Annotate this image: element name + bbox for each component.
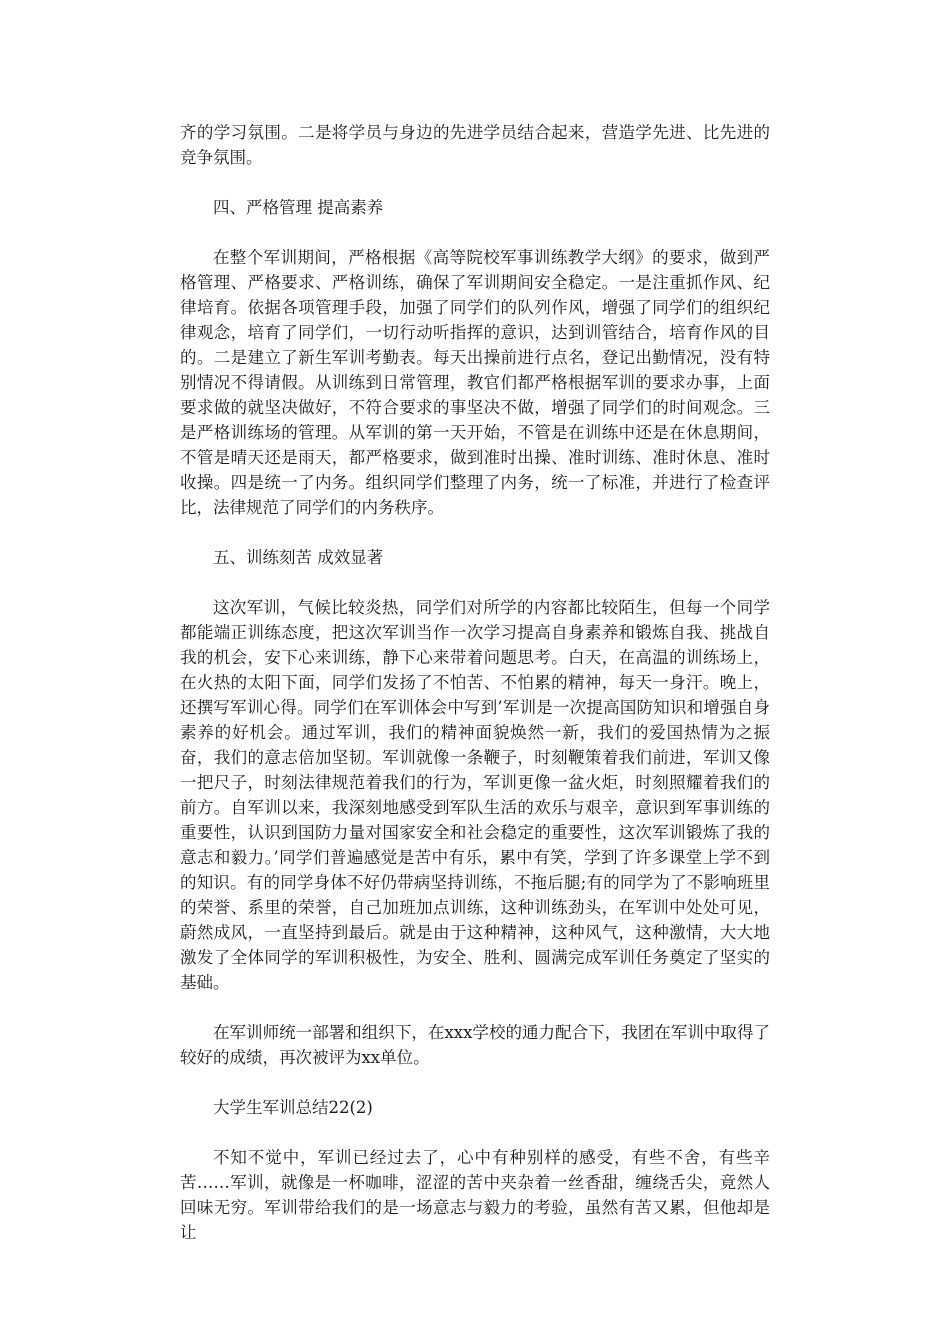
paragraph-training: 这次军训，气候比较炎热，同学们对所学的内容都比较陌生，但每一个同学都能端正训练态度，把这次军训当作一次学习提高自身素养和锻炼自我、挑战自我的机会，安下心来训练，静下心来带着问题思考。白天，在高温的训练场上，在火热的太阳下面，同学们发扬了不怕苦、不怕累的精神，每天一身汗。晚上，还撰写军训心得。同学们在军训体会中写到’军训是一次提高国防知识和增强自身素养的好机会。通过军训，我们的精神面貌焕然一新，我们的爱国热情为之振奋，我们的意志倍加坚韧。军训就像一条鞭子，时刻鞭策着我们前进，军训又像一把尺子，时刻法律规范着我们的行为，军训更像一盆火炬，时刻照耀着我们的前方。自军训以来，我深刻地感受到军队生活的欢乐与艰辛，意识到军事训练的重要性，认识到国防力量对国家安全和社会稳定的重要性，这次军训锻炼了我的意志和毅力。’同学们普遍感觉是苦中有乐，累中有笑，学到了许多课堂上学不到的知识。有的同学身体不好仍带病坚持训练，不拖后腿;有的同学为了不影响班里的荣誉、系里的荣誉，自己加班加点训练，这种训练劲头，在军训中处处可见，蔚然成风，一直坚持到最后。就是由于这种精神，这种风气，这种激情，大大地激发了全体同学的军训积极性，为安全、胜利、圆满完成军训任务奠定了坚实的基础。 [180, 598, 770, 992]
paragraph-reflection: 不知不觉中，军训已经过去了，心中有种别样的感受，有些不舍，有些辛苦……军训，就像是一杯咖啡，涩涩的苦中夹杂着一丝香甜，缠绕舌尖，竟然人回味无穷。军训带给我们的是一场意志与毅力的考验，虽然有苦又累，但他却是让 [180, 1148, 770, 1242]
section-heading-4: 四、严格管理 提高素养 [213, 198, 384, 217]
article-subtitle: 大学生军训总结22(2) [213, 1098, 373, 1117]
paragraph-management: 在整个军训期间，严格根据《高等院校军事训练教学大纲》的要求，做到严格管理、严格要求、严格训练，确保了军训期间安全稳定。一是注重抓作风、纪律培育。依据各项管理手段，加强了同学们的队列作风，增强了同学们的组织纪律观念，培育了同学们，一切行动听指挥的意识，达到训管结合，培育作风的目的。二是建立了新生军训考勤表。每天出操前进行点名，登记出勤情况，没有特别情况不得请假。从训练到日常管理，教官们都严格根据军训的要求办事，上面要求做的就坚决做好，不符合要求的事坚决不做，增强了同学们的时间观念。三是严格训练场的管理。从军训的第一天开始，不管是在训练中还是在休息期间，不管是晴天还是雨天，都严格要求，做到准时出操、准时训练、准时休息、准时收操。四是统一了内务。组织同学们整理了内务，统一了标准，并进行了检查评比，法律规范了同学们的内务秩序。 [180, 248, 770, 517]
document-page [180, 120, 770, 1270]
paragraph-continued: 齐的学习氛围。二是将学员与身边的先进学员结合起来，营造学先进、比先进的竞争氛围。 [180, 123, 770, 167]
section-heading-5: 五、训练刻苦 成效显著 [213, 548, 384, 567]
paragraph-results: 在军训师统一部署和组织下，在xxx学校的通力配合下，我团在军训中取得了较好的成绩，再次被评为xx单位。 [180, 1023, 770, 1067]
